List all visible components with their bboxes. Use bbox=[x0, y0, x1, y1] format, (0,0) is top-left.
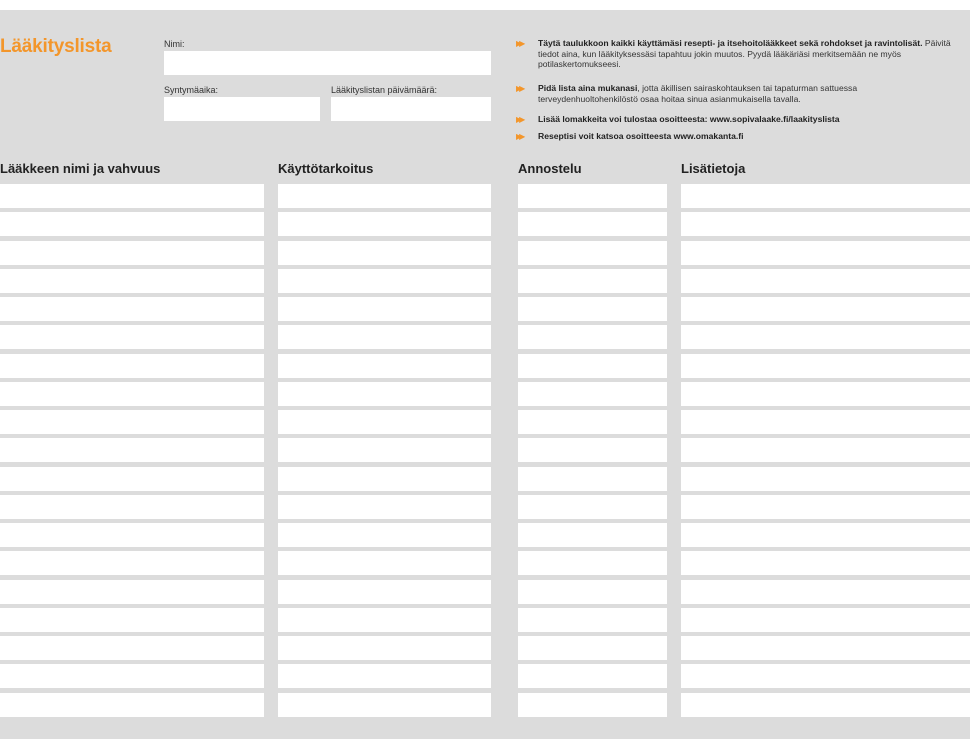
notes-cell[interactable] bbox=[681, 608, 970, 632]
notes-cell[interactable] bbox=[681, 297, 970, 321]
purpose-cell[interactable] bbox=[278, 495, 491, 519]
drug-name-cell[interactable] bbox=[0, 551, 264, 575]
purpose-cell[interactable] bbox=[278, 325, 491, 349]
drug-name-cell[interactable] bbox=[0, 184, 264, 208]
dosage-cell[interactable] bbox=[518, 297, 667, 321]
notes-cell[interactable] bbox=[681, 382, 970, 406]
name-label: Nimi: bbox=[164, 39, 185, 49]
notes-cell[interactable] bbox=[681, 467, 970, 491]
dosage-cell[interactable] bbox=[518, 551, 667, 575]
notes-cell[interactable] bbox=[681, 636, 970, 660]
column-dosage bbox=[518, 184, 667, 721]
notes-cell[interactable] bbox=[681, 354, 970, 378]
birthdate-field[interactable] bbox=[164, 97, 320, 121]
dosage-cell[interactable] bbox=[518, 438, 667, 462]
notes-cell[interactable] bbox=[681, 410, 970, 434]
drug-name-cell[interactable] bbox=[0, 693, 264, 717]
column-header-dosage: Annostelu bbox=[518, 161, 582, 176]
list-date-label: Lääkityslistan päivämäärä: bbox=[331, 85, 438, 95]
dosage-cell[interactable] bbox=[518, 212, 667, 236]
purpose-cell[interactable] bbox=[278, 212, 491, 236]
notes-cell[interactable] bbox=[681, 580, 970, 604]
drug-name-cell[interactable] bbox=[0, 325, 264, 349]
notes-cell[interactable] bbox=[681, 495, 970, 519]
dosage-cell[interactable] bbox=[518, 241, 667, 265]
double-arrow-icon: ▶▶ bbox=[516, 39, 523, 48]
double-arrow-icon: ▶▶ bbox=[516, 132, 523, 141]
column-drug-name bbox=[0, 184, 264, 721]
instruction-print-more: ▶▶ Lisää lomakkeita voi tulostaa osoitteesta: www.sopivalaake.fi/laakityslista bbox=[516, 114, 840, 124]
double-arrow-icon: ▶▶ bbox=[516, 115, 523, 124]
notes-cell[interactable] bbox=[681, 241, 970, 265]
form-title: Lääkityslista bbox=[0, 36, 112, 57]
dosage-cell[interactable] bbox=[518, 325, 667, 349]
purpose-cell[interactable] bbox=[278, 241, 491, 265]
purpose-cell[interactable] bbox=[278, 636, 491, 660]
purpose-cell[interactable] bbox=[278, 608, 491, 632]
medication-list-sheet bbox=[0, 10, 970, 739]
drug-name-cell[interactable] bbox=[0, 664, 264, 688]
purpose-cell[interactable] bbox=[278, 580, 491, 604]
drug-name-cell[interactable] bbox=[0, 438, 264, 462]
purpose-cell[interactable] bbox=[278, 693, 491, 717]
dosage-cell[interactable] bbox=[518, 693, 667, 717]
purpose-cell[interactable] bbox=[278, 297, 491, 321]
purpose-cell[interactable] bbox=[278, 184, 491, 208]
notes-cell[interactable] bbox=[681, 438, 970, 462]
notes-cell[interactable] bbox=[681, 184, 970, 208]
drug-name-cell[interactable] bbox=[0, 467, 264, 491]
dosage-cell[interactable] bbox=[518, 580, 667, 604]
dosage-cell[interactable] bbox=[518, 269, 667, 293]
notes-cell[interactable] bbox=[681, 212, 970, 236]
dosage-cell[interactable] bbox=[518, 636, 667, 660]
drug-name-cell[interactable] bbox=[0, 241, 264, 265]
dosage-cell[interactable] bbox=[518, 495, 667, 519]
column-notes bbox=[681, 184, 970, 721]
column-header-drug-name: Lääkkeen nimi ja vahvuus bbox=[0, 161, 161, 176]
purpose-cell[interactable] bbox=[278, 382, 491, 406]
notes-cell[interactable] bbox=[681, 523, 970, 547]
drug-name-cell[interactable] bbox=[0, 269, 264, 293]
drug-name-cell[interactable] bbox=[0, 523, 264, 547]
purpose-cell[interactable] bbox=[278, 269, 491, 293]
purpose-cell[interactable] bbox=[278, 438, 491, 462]
list-date-field[interactable] bbox=[331, 97, 491, 121]
column-header-purpose: Käyttötarkoitus bbox=[278, 161, 374, 176]
purpose-cell[interactable] bbox=[278, 467, 491, 491]
notes-cell[interactable] bbox=[681, 664, 970, 688]
drug-name-cell[interactable] bbox=[0, 212, 264, 236]
dosage-cell[interactable] bbox=[518, 410, 667, 434]
notes-cell[interactable] bbox=[681, 325, 970, 349]
purpose-cell[interactable] bbox=[278, 664, 491, 688]
drug-name-cell[interactable] bbox=[0, 580, 264, 604]
drug-name-cell[interactable] bbox=[0, 608, 264, 632]
drug-name-cell[interactable] bbox=[0, 636, 264, 660]
drug-name-cell[interactable] bbox=[0, 495, 264, 519]
purpose-cell[interactable] bbox=[278, 523, 491, 547]
dosage-cell[interactable] bbox=[518, 184, 667, 208]
dosage-cell[interactable] bbox=[518, 467, 667, 491]
dosage-cell[interactable] bbox=[518, 608, 667, 632]
instruction-prescriptions: ▶▶ Reseptisi voit katsoa osoitteesta www.omakanta.fi bbox=[516, 131, 744, 141]
column-header-notes: Lisätietoja bbox=[681, 161, 746, 176]
double-arrow-icon: ▶▶ bbox=[516, 84, 523, 93]
purpose-cell[interactable] bbox=[278, 410, 491, 434]
drug-name-cell[interactable] bbox=[0, 382, 264, 406]
notes-cell[interactable] bbox=[681, 269, 970, 293]
drug-name-cell[interactable] bbox=[0, 354, 264, 378]
instruction-fill-table: ▶▶ Täytä taulukkoon kaikki käyttämäsi resepti- ja itsehoitolääkkeet sekä rohdokset ja ravintolisät. Päivitä tiedot aina, kun lääkityksessäsi tapahtuu jokin muutos. Pyydä lääkäriäsi merkitsemään ne myös potilaskertomukseesi. bbox=[516, 38, 951, 69]
name-field[interactable] bbox=[164, 51, 491, 75]
purpose-cell[interactable] bbox=[278, 551, 491, 575]
drug-name-cell[interactable] bbox=[0, 410, 264, 434]
purpose-cell[interactable] bbox=[278, 354, 491, 378]
dosage-cell[interactable] bbox=[518, 664, 667, 688]
notes-cell[interactable] bbox=[681, 551, 970, 575]
column-purpose bbox=[278, 184, 491, 721]
drug-name-cell[interactable] bbox=[0, 297, 264, 321]
notes-cell[interactable] bbox=[681, 693, 970, 717]
dosage-cell[interactable] bbox=[518, 382, 667, 406]
birthdate-label: Syntymäaika: bbox=[164, 85, 219, 95]
instruction-keep-list: ▶▶ Pidä lista aina mukanasi, jotta äkillisen sairaskohtauksen tai tapaturman sattuessa terveydenhuoltohenkilöstö osaa hoitaa sinua asianmukaisella tavalla. bbox=[516, 83, 858, 104]
dosage-cell[interactable] bbox=[518, 523, 667, 547]
dosage-cell[interactable] bbox=[518, 354, 667, 378]
